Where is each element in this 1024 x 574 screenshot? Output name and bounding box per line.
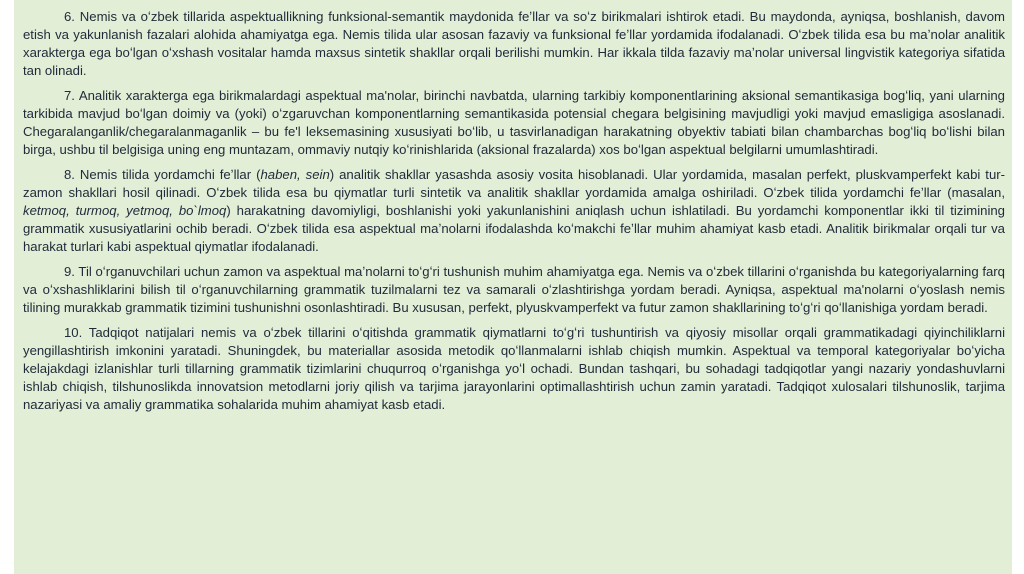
paragraph-8-italic-verbs-uzbek: ketmoq, turmoq, yetmoq, bo`lmoq (23, 203, 227, 218)
paragraph-8-text-2: ) analitik shakllar yasashda asosiy vosita hisoblanadi. Ular yordamida, masalan perfekt, pluskvamperfekt kabi tur-zamon shakllari hosil qilinadi. Oʻzbek tilida esa bu qiymatlar turli sintetik va analitik shakllar yordamida amalga oshiriladi. Oʻzbek tilida yordamchi feʼllar (masalan, (23, 167, 1005, 200)
paragraph-6: 6. Nemis va oʻzbek tillarida aspektuallikning funksional-semantik maydonida feʼllar va soʻz birikmalari ishtirok etadi. Bu maydonda, ayniqsa, boshlanish, davom etish va yakunlanish fazalari alohida ahamiyatga ega. Nemis tilida ular asosan fazaviy va funksional feʼllar yordamida ifodalanadi. Oʻzbek tilida esa bu maʼnolar analitik xarakterga ega boʻlgan oʻxshash vositalar hamda maxsus sintetik shakllar orqali berilishi mumkin. Har ikkala tilda fazaviy maʼnolar universal lingvistik kategoriya sifatida tan olinadi. (23, 9, 1005, 78)
paragraph-8-text-3: ) harakatning davomiyligi, boshlanishi yoki yakunlanishini aniqlash uchun ishlatiladi. Bu yordamchi komponentlar ikki til tizimining grammatik xususiyatlarini ochib beradi. Oʻzbek tilida esa aspektual maʼnolarni ifodalashda koʻmakchi feʼllar muhim ahamiyat kasb etadi. Analitik birikmalar orqali tur va harakat turlari kabi aspektual qiymatlar ifodalanadi. (23, 203, 1005, 254)
paragraph-9: 9. Til oʻrganuvchilari uchun zamon va aspektual maʼnolarni toʻgʻri tushunish muhim ahamiyatga ega. Nemis va oʻzbek tillarini oʻrganishda bu kategoriyalarning farq va oʻxshashliklarini bilish til oʻrganuvchilarning grammatik tuzilmalarni tez va samarali oʻzlashtirishga yordam beradi. Ayniqsa, aspektual ma'nolarni oʻyoslash nemis tilining murakkab grammatik tizimini tushunishni osonlashtiradi. Bu xususan, perfekt, plyuskvamperfekt va futur zamon shakllarining toʻgʻri qoʻllanishiga yordam beradi. (23, 264, 1005, 315)
paragraph-8 (23, 166, 1005, 256)
paragraph-7: 7. Analitik xarakterga ega birikmalardagi aspektual ma'nolar, birinchi navbatda, ularning tarkibiy komponentlarining aksional semantikasiga bogʻliq, yani ularning tarkibida mavjud boʻlgan doimiy va (yoki) oʻzgaruvchan komponentlarning semantikasida potensial chegara belgisining mavjudligi yoki mavjud emasligiga asoslanadi. Chegaralanganlik/chegaralanmaganlik – bu fe'l leksemasining xususiyati boʻlib, u tasvirlanadigan harakatning obyektiv tabiati bilan chambarchas bogʻliq boʻlishi bilan birga, ushbu til belgisiga uning eng muntazam, ommaviy nutqiy koʻrinishlarida (aksional frazalarda) xos boʻlgan aspektual belgilarni umumlashtiradi. (23, 88, 1005, 157)
paragraph-8-text-1: 8. Nemis tilida yordamchi feʼllar ( (64, 167, 261, 182)
paragraph-10: 10. Tadqiqot natijalari nemis va oʻzbek tillarini oʻqitishda grammatik qiymatlarni toʻgʻri tushuntirish va qiyosiy misollar orqali grammatikadagi qiyinchiliklarni yengillashtirish imkonini yaratadi. Shuningdek, bu materiallar asosida metodik qoʻllanmalarni ishlab chiqish mumkin. Aspektual va temporal kategoriyalar boʻyicha kelajakdagi izlanishlar turli tillarning grammatik tizimlarini chuqurroq oʻrganishga yoʻl ochadi. Bundan tashqari, bu sohadagi tadqiqotlar yangi nazariy yondashuvlarni ishlab chiqish, tilshunoslikda innovatsion metodlarni joriy qilish va tarjima jarayonlarini optimallashtirish uchun zamin yaratadi. Tadqiqot xulosalari tilshunoslik, tarjima nazariyasi va amaliy grammatika sohalarida muhim ahamiyat kasb etadi. (23, 325, 1005, 412)
slide-content-panel (14, 0, 1012, 574)
paragraph-8-italic-verbs-german: haben, sein (260, 167, 330, 182)
